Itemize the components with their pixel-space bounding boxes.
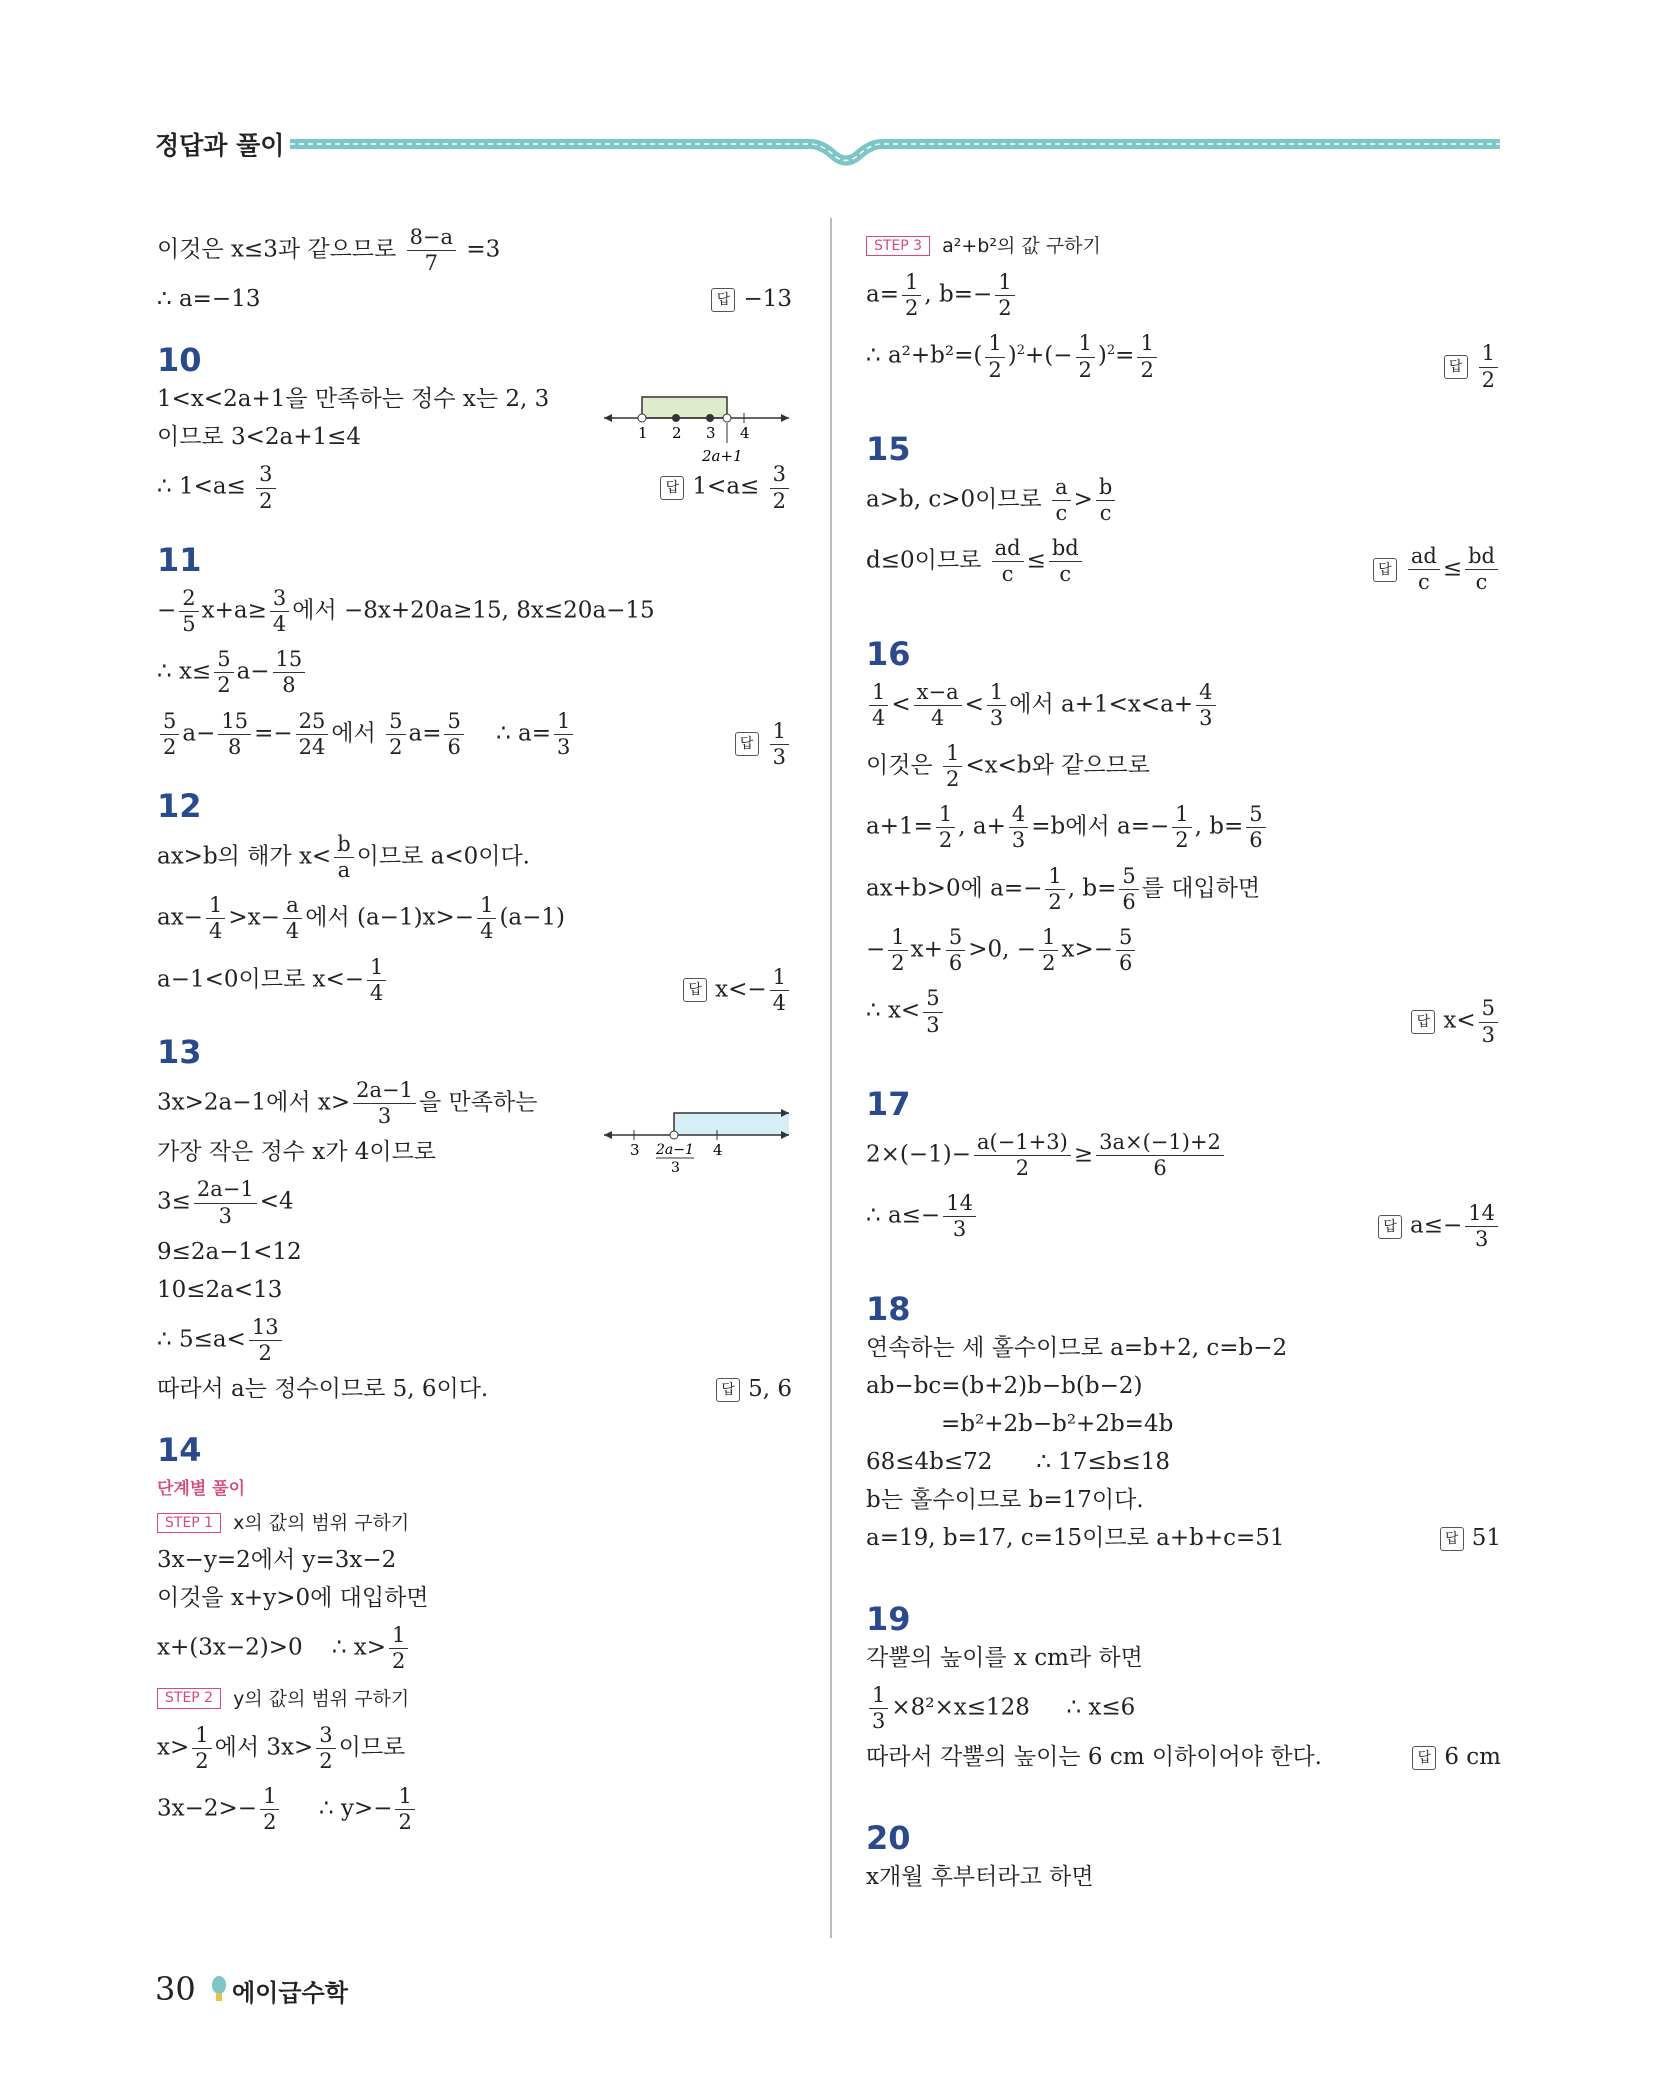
p18-line6: a=19, b=17, c=15이므로 a+b+c=51 답 51 bbox=[866, 1524, 1501, 1551]
svg-text:1: 1 bbox=[638, 424, 648, 442]
p12-line1: ax>b의 해가 x< $\frac{b}{a}$ 이므로 a<0이다. bbox=[157, 831, 530, 883]
p13-answer: 답 5, 6 bbox=[716, 1376, 792, 1402]
problem-16-number: 16 bbox=[866, 634, 911, 673]
problem-11-number: 11 bbox=[157, 540, 202, 579]
p10-answer: 답 1<a≤ $\frac{3}{2}$ bbox=[660, 462, 792, 513]
p16-line3: a+1= $\frac{1}{2}$ , a+ $\frac{4}{3}$ =b에서 a=− $\frac{1}{2}$ , b= $\frac{5}{6}$ bbox=[866, 802, 1501, 853]
p12-line3: a−1<0이므로 x<− $\frac{1}{4}$ 답 x<− $\frac{1}{4}$ bbox=[157, 955, 792, 1006]
p11-line3: $\frac{5}{2}$ a− $\frac{15}{8}$ =− $\frac{25}{24}$ 에서 $\frac{5}{2}$ a= $\frac{5}{6}$ ∴ a= $\frac{1}{3}$ 답 $\frac{1}{3}$ bbox=[157, 709, 792, 760]
svg-text:2a+1: 2a+1 bbox=[702, 447, 743, 465]
p16-answer: 답 x< $\frac{5}{3}$ bbox=[1411, 996, 1501, 1047]
column-divider bbox=[830, 218, 832, 1938]
p15-answer: 답 $\frac{ad}{c}$ ≤ $\frac{bd}{c}$ bbox=[1373, 544, 1501, 595]
p19-answer: 답 6 cm bbox=[1412, 1744, 1501, 1770]
p14-line5: 3x−2>− $\frac{1}{2}$ ∴ y>− $\frac{1}{2}$ bbox=[157, 1784, 792, 1835]
step3-title: STEP 3 a²+b²의 값 구하기 bbox=[866, 232, 1501, 260]
r14-line1: a= $\frac{1}{2}$ , b=− $\frac{1}{2}$ bbox=[866, 270, 1501, 321]
problem-19-number: 19 bbox=[866, 1599, 911, 1638]
p13-line5: 10≤2a<13 bbox=[157, 1276, 283, 1303]
svg-text:4: 4 bbox=[740, 424, 750, 442]
p12-line2: ax− $\frac{1}{4}$ >x− $\frac{a}{4}$ 에서 (a−1)x>− $\frac{1}{4}$ (a−1) bbox=[157, 893, 566, 944]
p14-line1: 3x−y=2에서 y=3x−2 bbox=[157, 1547, 397, 1574]
p13-line7: 따라서 a는 정수이므로 5, 6이다. 답 5, 6 bbox=[157, 1376, 792, 1403]
p9-line2: ∴ a=−13 답 −13 bbox=[157, 286, 792, 313]
problem-17-number: 17 bbox=[866, 1084, 911, 1123]
page-number: 30 bbox=[155, 1970, 196, 2008]
p10-line1: 1<x<2a+1을 만족하는 정수 x는 2, 3 bbox=[157, 386, 550, 413]
svg-text:2a−1: 2a−1 bbox=[656, 1142, 694, 1158]
p12-answer: 답 x<− $\frac{1}{4}$ bbox=[683, 965, 792, 1016]
p9-line1: 이것은 x≤3과 같으므로 $\frac{8-a}{7}$ =3 bbox=[157, 225, 501, 276]
p14-line2: 이것을 x+y>0에 대입하면 bbox=[157, 1585, 429, 1612]
svg-text:3: 3 bbox=[671, 1160, 680, 1175]
step2-title: STEP 2 y의 값의 범위 구하기 bbox=[157, 1685, 792, 1713]
p11-line1: − $\frac{2}{5}$ x+a≥ $\frac{3}{4}$ 에서 −8x+20a≥15, 8x≤20a−15 bbox=[157, 585, 655, 636]
problem-14-number: 14 bbox=[157, 1431, 202, 1470]
brand-logo: 에이급수학 bbox=[232, 1979, 348, 2007]
p15-line2: d≤0이므로 $\frac{ad}{c}$ ≤ $\frac{bd}{c}$ 답 $\frac{ad}{c}$ ≤ $\frac{bd}{c}$ bbox=[866, 536, 1501, 587]
problem-20-number: 20 bbox=[866, 1818, 911, 1857]
p9-answer: 답 −13 bbox=[711, 286, 792, 312]
p18-line4: 68≤4b≤72 ∴ 17≤b≤18 bbox=[866, 1448, 1171, 1475]
problem-18-number: 18 bbox=[866, 1289, 911, 1328]
p13-number-line bbox=[604, 1105, 794, 1175]
p19-line3: 따라서 각뿔의 높이는 6 cm 이하이어야 한다. 답 6 cm bbox=[866, 1743, 1501, 1770]
p17-line1: 2×(−1)− $\frac{a(-1+3)}{2}$ ≥ $\frac{3a\times(-1)+2}{6}$ bbox=[866, 1130, 1501, 1181]
stepwise-solution-tag: 단계별 풀이 bbox=[157, 1479, 246, 1500]
p17-line2: ∴ a≤− $\frac{14}{3}$ 답 a≤− $\frac{14}{3}$ bbox=[866, 1191, 1501, 1242]
p13-line2: 가장 작은 정수 x가 4이므로 bbox=[157, 1139, 437, 1166]
p16-line6: ∴ x< $\frac{5}{3}$ 답 x< $\frac{5}{3}$ bbox=[866, 986, 1501, 1037]
p15-line1: a>b, c>0이므로 $\frac{a}{c}$ > $\frac{b}{c}$ bbox=[866, 475, 1501, 526]
svg-text:2: 2 bbox=[672, 424, 682, 442]
p14-line4: x> $\frac{1}{2}$ 에서 3x> $\frac{3}{2}$ 이므로 bbox=[157, 1722, 406, 1773]
p16-line4: ax+b>0에 a=− $\frac{1}{2}$ , b= $\frac{5}{6}$ 를 대입하면 bbox=[866, 863, 1261, 914]
p18-line1: 연속하는 세 홀수이므로 a=b+2, c=b−2 bbox=[866, 1334, 1288, 1361]
p10-line2: 이므로 3<2a+1≤4 bbox=[157, 424, 362, 451]
svg-text:3: 3 bbox=[630, 1141, 640, 1159]
p18-line3: =b²+2b−b²+2b=4b bbox=[941, 1410, 1174, 1437]
problem-13-number: 13 bbox=[157, 1033, 202, 1071]
step1-title: STEP 1 x의 값의 범위 구하기 bbox=[157, 1509, 792, 1537]
p18-answer: 답 51 bbox=[1440, 1525, 1501, 1551]
header-title: 정답과 풀이 bbox=[155, 131, 285, 160]
p18-line2: ab−bc=(b+2)b−b(b−2) bbox=[866, 1372, 1143, 1399]
p11-answer: 답 $\frac{1}{3}$ bbox=[735, 719, 792, 770]
p19-line1: 각뿔의 높이를 x cm라 하면 bbox=[866, 1644, 1143, 1671]
p14-line3: x+(3x−2)>0 ∴ x> $\frac{1}{2}$ bbox=[157, 1623, 792, 1674]
problem-12-number: 12 bbox=[157, 786, 202, 825]
p10-line3: ∴ 1<a≤ $\frac{3}{2}$ 답 1<a≤ $\frac{3}{2}$ bbox=[157, 462, 792, 513]
p13-line4: 9≤2a−1<12 bbox=[157, 1238, 302, 1265]
step1-badge: STEP 1 bbox=[157, 1513, 221, 1533]
p10-number-line bbox=[604, 393, 794, 468]
left-column bbox=[157, 225, 792, 1845]
p11-line2: ∴ x≤ $\frac{5}{2}$ a− $\frac{15}{8}$ bbox=[157, 647, 792, 698]
p18-line5: b는 홀수이므로 b=17이다. bbox=[866, 1486, 1144, 1513]
problem-15-number: 15 bbox=[866, 429, 911, 468]
p13-line3: 3≤ $\frac{2a-1}{3}$ <4 bbox=[157, 1177, 294, 1228]
svg-text:4: 4 bbox=[713, 1141, 723, 1159]
step2-badge: STEP 2 bbox=[157, 1688, 221, 1708]
r14-answer: 답 $\frac{1}{2}$ bbox=[1444, 341, 1501, 392]
r14-line2: ∴ a²+b²=( $\frac{1}{2}$ )$^2$+(− $\frac{1}{2}$ )$^2$= $\frac{1}{2}$ 답 $\frac{1}{2}$ bbox=[866, 331, 1501, 382]
p13-line1: 3x>2a−1에서 x> $\frac{2a-1}{3}$ 을 만족하는 bbox=[157, 1078, 538, 1129]
p13-line6: ∴ 5≤a< $\frac{13}{2}$ bbox=[157, 1315, 792, 1366]
problem-10-number: 10 bbox=[157, 341, 202, 380]
p16-line1: $\frac{1}{4}$ < $\frac{x-a}{4}$ < $\frac{1}{3}$ 에서 a+1<x<a+ $\frac{4}{3}$ bbox=[866, 680, 1501, 731]
lightbulb-icon bbox=[210, 1975, 228, 2005]
p16-line2: 이것은 $\frac{1}{2}$ <x<b와 같으므로 bbox=[866, 740, 1150, 792]
header-decoration bbox=[290, 130, 1500, 180]
svg-text:3: 3 bbox=[706, 424, 716, 442]
p17-answer: 답 a≤− $\frac{14}{3}$ bbox=[1378, 1201, 1501, 1252]
p16-line5: − $\frac{1}{2}$ x+ $\frac{5}{6}$ >0, − $\frac{1}{2}$ x>− $\frac{5}{6}$ bbox=[866, 925, 1501, 976]
p20-line1: x개월 후부터라고 하면 bbox=[866, 1863, 1094, 1890]
right-column bbox=[866, 232, 1501, 1902]
p19-line2: $\frac{1}{3}$ ×8²×x≤128 ∴ x≤6 bbox=[866, 1683, 1501, 1734]
step3-badge: STEP 3 bbox=[866, 236, 930, 256]
